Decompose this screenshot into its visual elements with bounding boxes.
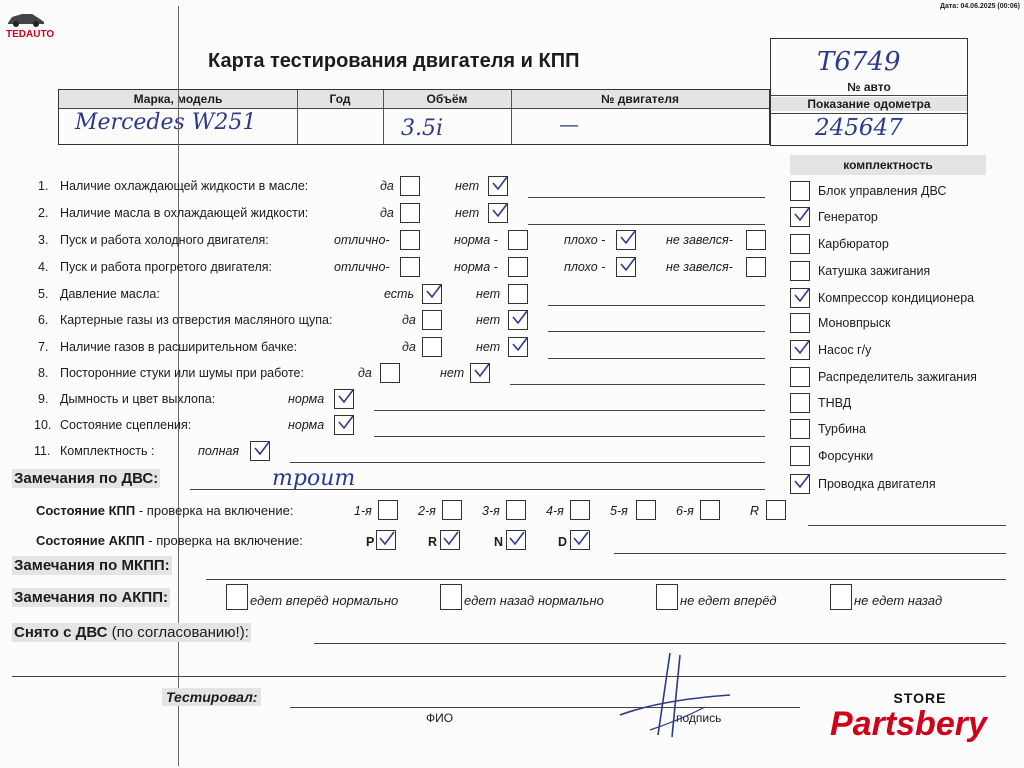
checklist-option-label: да: [380, 179, 394, 193]
checklist-checkbox[interactable]: [508, 284, 528, 304]
gear-checkbox[interactable]: [506, 500, 526, 520]
volume-handwritten: 3.5i: [401, 116, 444, 141]
brand-logo: [6, 10, 54, 40]
checklist-label: Картерные газы из отверстия масляного щупа:: [60, 313, 333, 327]
checklist-checkbox[interactable]: [400, 176, 420, 196]
checkmark-icon: [792, 472, 812, 492]
signature-mark: [600, 645, 740, 740]
checklist-number: 11.: [34, 444, 51, 458]
checklist-checkbox[interactable]: [400, 230, 420, 250]
auto-number-label: № авто: [847, 80, 891, 94]
checklist-option-label: не завелся-: [666, 260, 733, 274]
checklist-checkbox[interactable]: [746, 257, 766, 277]
checklist-label: Наличие газов в расширительном бачке:: [60, 340, 298, 354]
col-volume: Объём: [383, 90, 511, 108]
checklist-number: 5.: [38, 287, 49, 301]
answer-line: [548, 305, 765, 306]
removed-label: Снято с ДВС (по согласованию!):: [14, 624, 249, 641]
checklist-option-label: норма: [288, 392, 325, 406]
gear-label: 3-я: [482, 504, 500, 518]
completeness-checkbox[interactable]: [790, 367, 810, 387]
completeness-checkbox[interactable]: [790, 261, 810, 281]
checklist-option-label: да: [358, 366, 372, 380]
checklist-option-label: нет: [476, 287, 501, 301]
auto-number-handwritten: T6749: [817, 47, 901, 77]
checkmark-icon: [252, 439, 272, 459]
completeness-label: Проводка двигателя: [818, 477, 936, 491]
completeness-label: Насос г/у: [818, 343, 872, 357]
akpp-option-label: едет назад нормально: [464, 593, 604, 608]
checklist-option-label: не завелся-: [666, 233, 733, 247]
date-stamp: Дата: 04.06.2025 (00:06): [939, 3, 1020, 10]
checklist-number: 2.: [38, 206, 49, 220]
akpp-remarks-label: Замечания по АКПП:: [14, 589, 168, 606]
completeness-label: Турбина: [818, 422, 866, 436]
signature-caption: подпись: [676, 711, 722, 725]
gear-checkbox[interactable]: [442, 500, 462, 520]
checklist-option-label: норма -: [454, 260, 498, 274]
answer-line: [548, 331, 765, 332]
answer-line: [528, 197, 765, 198]
checkmark-icon: [336, 413, 356, 433]
checklist-option-label: нет: [440, 366, 465, 380]
watermark-name: Partsbery: [830, 705, 987, 743]
checkmark-icon: [510, 308, 530, 328]
gear-checkbox[interactable]: [636, 500, 656, 520]
gear-label: 5-я: [610, 504, 628, 518]
mode-label: N: [494, 535, 504, 549]
checkmark-icon: [507, 529, 527, 549]
manual-gearbox-label: Состояние КПП - проверка на включение:: [36, 503, 294, 518]
gear-checkbox[interactable]: [766, 500, 786, 520]
checklist-checkbox[interactable]: [508, 230, 528, 250]
completeness-label: Компрессор кондиционера: [818, 291, 975, 305]
checklist-label: Наличие масла в охлаждающей жидкости:: [60, 206, 309, 220]
answer-line: [510, 384, 765, 385]
gear-checkbox[interactable]: [570, 500, 590, 520]
checklist-option-label: плохо -: [564, 233, 606, 247]
checklist-number: 10.: [34, 418, 52, 432]
completeness-checkbox[interactable]: [790, 181, 810, 201]
checklist-option-label: норма -: [454, 233, 498, 247]
answer-line: [290, 462, 765, 463]
mkpp-remarks-label: Замечания по МКПП:: [14, 557, 170, 574]
checkmark-icon: [377, 529, 397, 549]
auto-gearbox-label: Состояние АКПП - проверка на включение:: [36, 533, 303, 548]
checklist-label: Состояние сцепления:: [60, 418, 192, 432]
completeness-label: Моновпрыск: [818, 316, 891, 330]
completeness-checkbox[interactable]: [790, 446, 810, 466]
checkmark-icon: [441, 529, 461, 549]
checkmark-icon: [792, 205, 812, 225]
checklist-label: Посторонние стуки или шумы при работе:: [60, 366, 304, 380]
checklist-checkbox[interactable]: [508, 257, 528, 277]
checklist-checkbox[interactable]: [746, 230, 766, 250]
checklist-option-label: нет: [455, 179, 480, 193]
col-year: Год: [297, 90, 383, 108]
completeness-label: Форсунки: [818, 449, 874, 463]
akpp-option-label: едет вперёд нормально: [250, 593, 399, 608]
watermark-store: STORE: [893, 690, 947, 706]
answer-line: [548, 358, 765, 359]
checkmark-icon: [490, 201, 510, 221]
engine-remarks-label: Замечания по ДВС:: [14, 470, 159, 487]
checklist-option-label: полная: [198, 444, 240, 458]
checklist-option-label: нет: [455, 206, 480, 220]
engine-remarks-handwritten: троит: [272, 466, 356, 491]
completeness-header: комплектность: [790, 155, 986, 175]
checkmark-icon: [571, 529, 591, 549]
checklist-option-label: да: [402, 313, 416, 327]
checklist-checkbox[interactable]: [422, 337, 442, 357]
page-title: Карта тестирования двигателя и КПП: [208, 50, 580, 72]
engine-number-handwritten: —: [559, 112, 579, 136]
scan-line: [178, 6, 179, 766]
completeness-checkbox[interactable]: [790, 419, 810, 439]
checkmark-icon: [510, 335, 530, 355]
completeness-checkbox[interactable]: [790, 234, 810, 254]
checklist-label: Комплектность :: [60, 444, 155, 458]
mode-label: P: [366, 535, 375, 549]
checklist-label: Пуск и работа холодного двигателя:: [60, 233, 269, 247]
checklist-checkbox[interactable]: [400, 203, 420, 223]
completeness-label: ТНВД: [818, 396, 852, 410]
checklist-checkbox[interactable]: [380, 363, 400, 383]
checklist-option-label: нет: [476, 340, 501, 354]
odometer-handwritten: 245647: [815, 115, 903, 141]
checklist-label: Пуск и работа прогретого двигателя:: [60, 260, 272, 274]
checklist-number: 3.: [38, 233, 49, 247]
checklist-option-label: нет: [476, 313, 501, 327]
completeness-label: Карбюратор: [818, 237, 889, 251]
checkmark-icon: [618, 228, 638, 248]
gear-label: 6-я: [676, 504, 694, 518]
akpp-option-checkbox[interactable]: [226, 584, 248, 610]
checklist-number: 4.: [38, 260, 49, 274]
checkmark-icon: [336, 387, 356, 407]
header-table: [58, 89, 770, 145]
mode-label: R: [428, 535, 438, 549]
completeness-checkbox[interactable]: [790, 393, 810, 413]
mode-label: D: [558, 535, 568, 549]
gear-label: 2-я: [418, 504, 436, 518]
checkmark-icon: [792, 338, 812, 358]
checklist-number: 6.: [38, 313, 49, 327]
fio-caption: ФИО: [426, 711, 454, 725]
checklist-option-label: да: [380, 206, 394, 220]
checklist-label: Дымность и цвет выхлопа:: [60, 392, 216, 406]
checklist-option-label: да: [402, 340, 416, 354]
akpp-option-checkbox[interactable]: [656, 584, 678, 610]
checklist-number: 9.: [38, 392, 49, 406]
akpp-option-checkbox[interactable]: [830, 584, 852, 610]
checkmark-icon: [618, 255, 638, 275]
akpp-option-checkbox[interactable]: [440, 584, 462, 610]
checkmark-icon: [490, 174, 510, 194]
completeness-checkbox[interactable]: [790, 313, 810, 333]
checklist-option-label: норма: [288, 418, 325, 432]
odometer-label: Показание одометра: [771, 97, 967, 111]
make-model-handwritten: Mercedes W251: [75, 110, 257, 135]
checklist-option-label: плохо -: [564, 260, 606, 274]
col-make-model: Марка, модель: [59, 90, 297, 108]
checklist-checkbox[interactable]: [400, 257, 420, 277]
checklist-option-label: есть: [384, 287, 415, 301]
completeness-label: Блок управления ДВС: [818, 184, 947, 198]
answer-line: [374, 436, 765, 437]
checkmark-icon: [792, 286, 812, 306]
checklist-label: Давление масла:: [60, 287, 160, 301]
completeness-label: Катушка зажигания: [818, 264, 931, 278]
watermark-logo: [830, 690, 1010, 742]
checklist-option-label: отлично-: [334, 260, 390, 274]
checkmark-icon: [472, 361, 492, 381]
checklist-number: 7.: [38, 340, 49, 354]
answer-line: [528, 224, 765, 225]
gear-label: 1-я: [354, 504, 372, 518]
completeness-label: Распределитель зажигания: [818, 370, 977, 384]
checklist-checkbox[interactable]: [422, 310, 442, 330]
gear-checkbox[interactable]: [700, 500, 720, 520]
car-icon: [6, 10, 46, 28]
brand-name: TEDAUTO: [6, 29, 55, 40]
auto-box: [770, 38, 968, 146]
completeness-label: Генератор: [818, 210, 878, 224]
answer-line: [374, 410, 765, 411]
col-engine-number: № двигателя: [511, 90, 769, 108]
checklist-number: 8.: [38, 366, 49, 380]
tested-label: Тестировал:: [162, 688, 261, 706]
checklist-label: Наличие охлаждающей жидкости в масле:: [60, 179, 309, 193]
checklist-option-label: отлично-: [334, 233, 390, 247]
akpp-option-label: не едет назад: [854, 593, 943, 608]
checkmark-icon: [424, 282, 444, 302]
gear-checkbox[interactable]: [378, 500, 398, 520]
gear-label: 4-я: [546, 504, 564, 518]
checklist-number: 1.: [38, 179, 49, 193]
gear-label: R: [750, 504, 760, 518]
akpp-option-label: не едет вперёд: [680, 593, 777, 608]
